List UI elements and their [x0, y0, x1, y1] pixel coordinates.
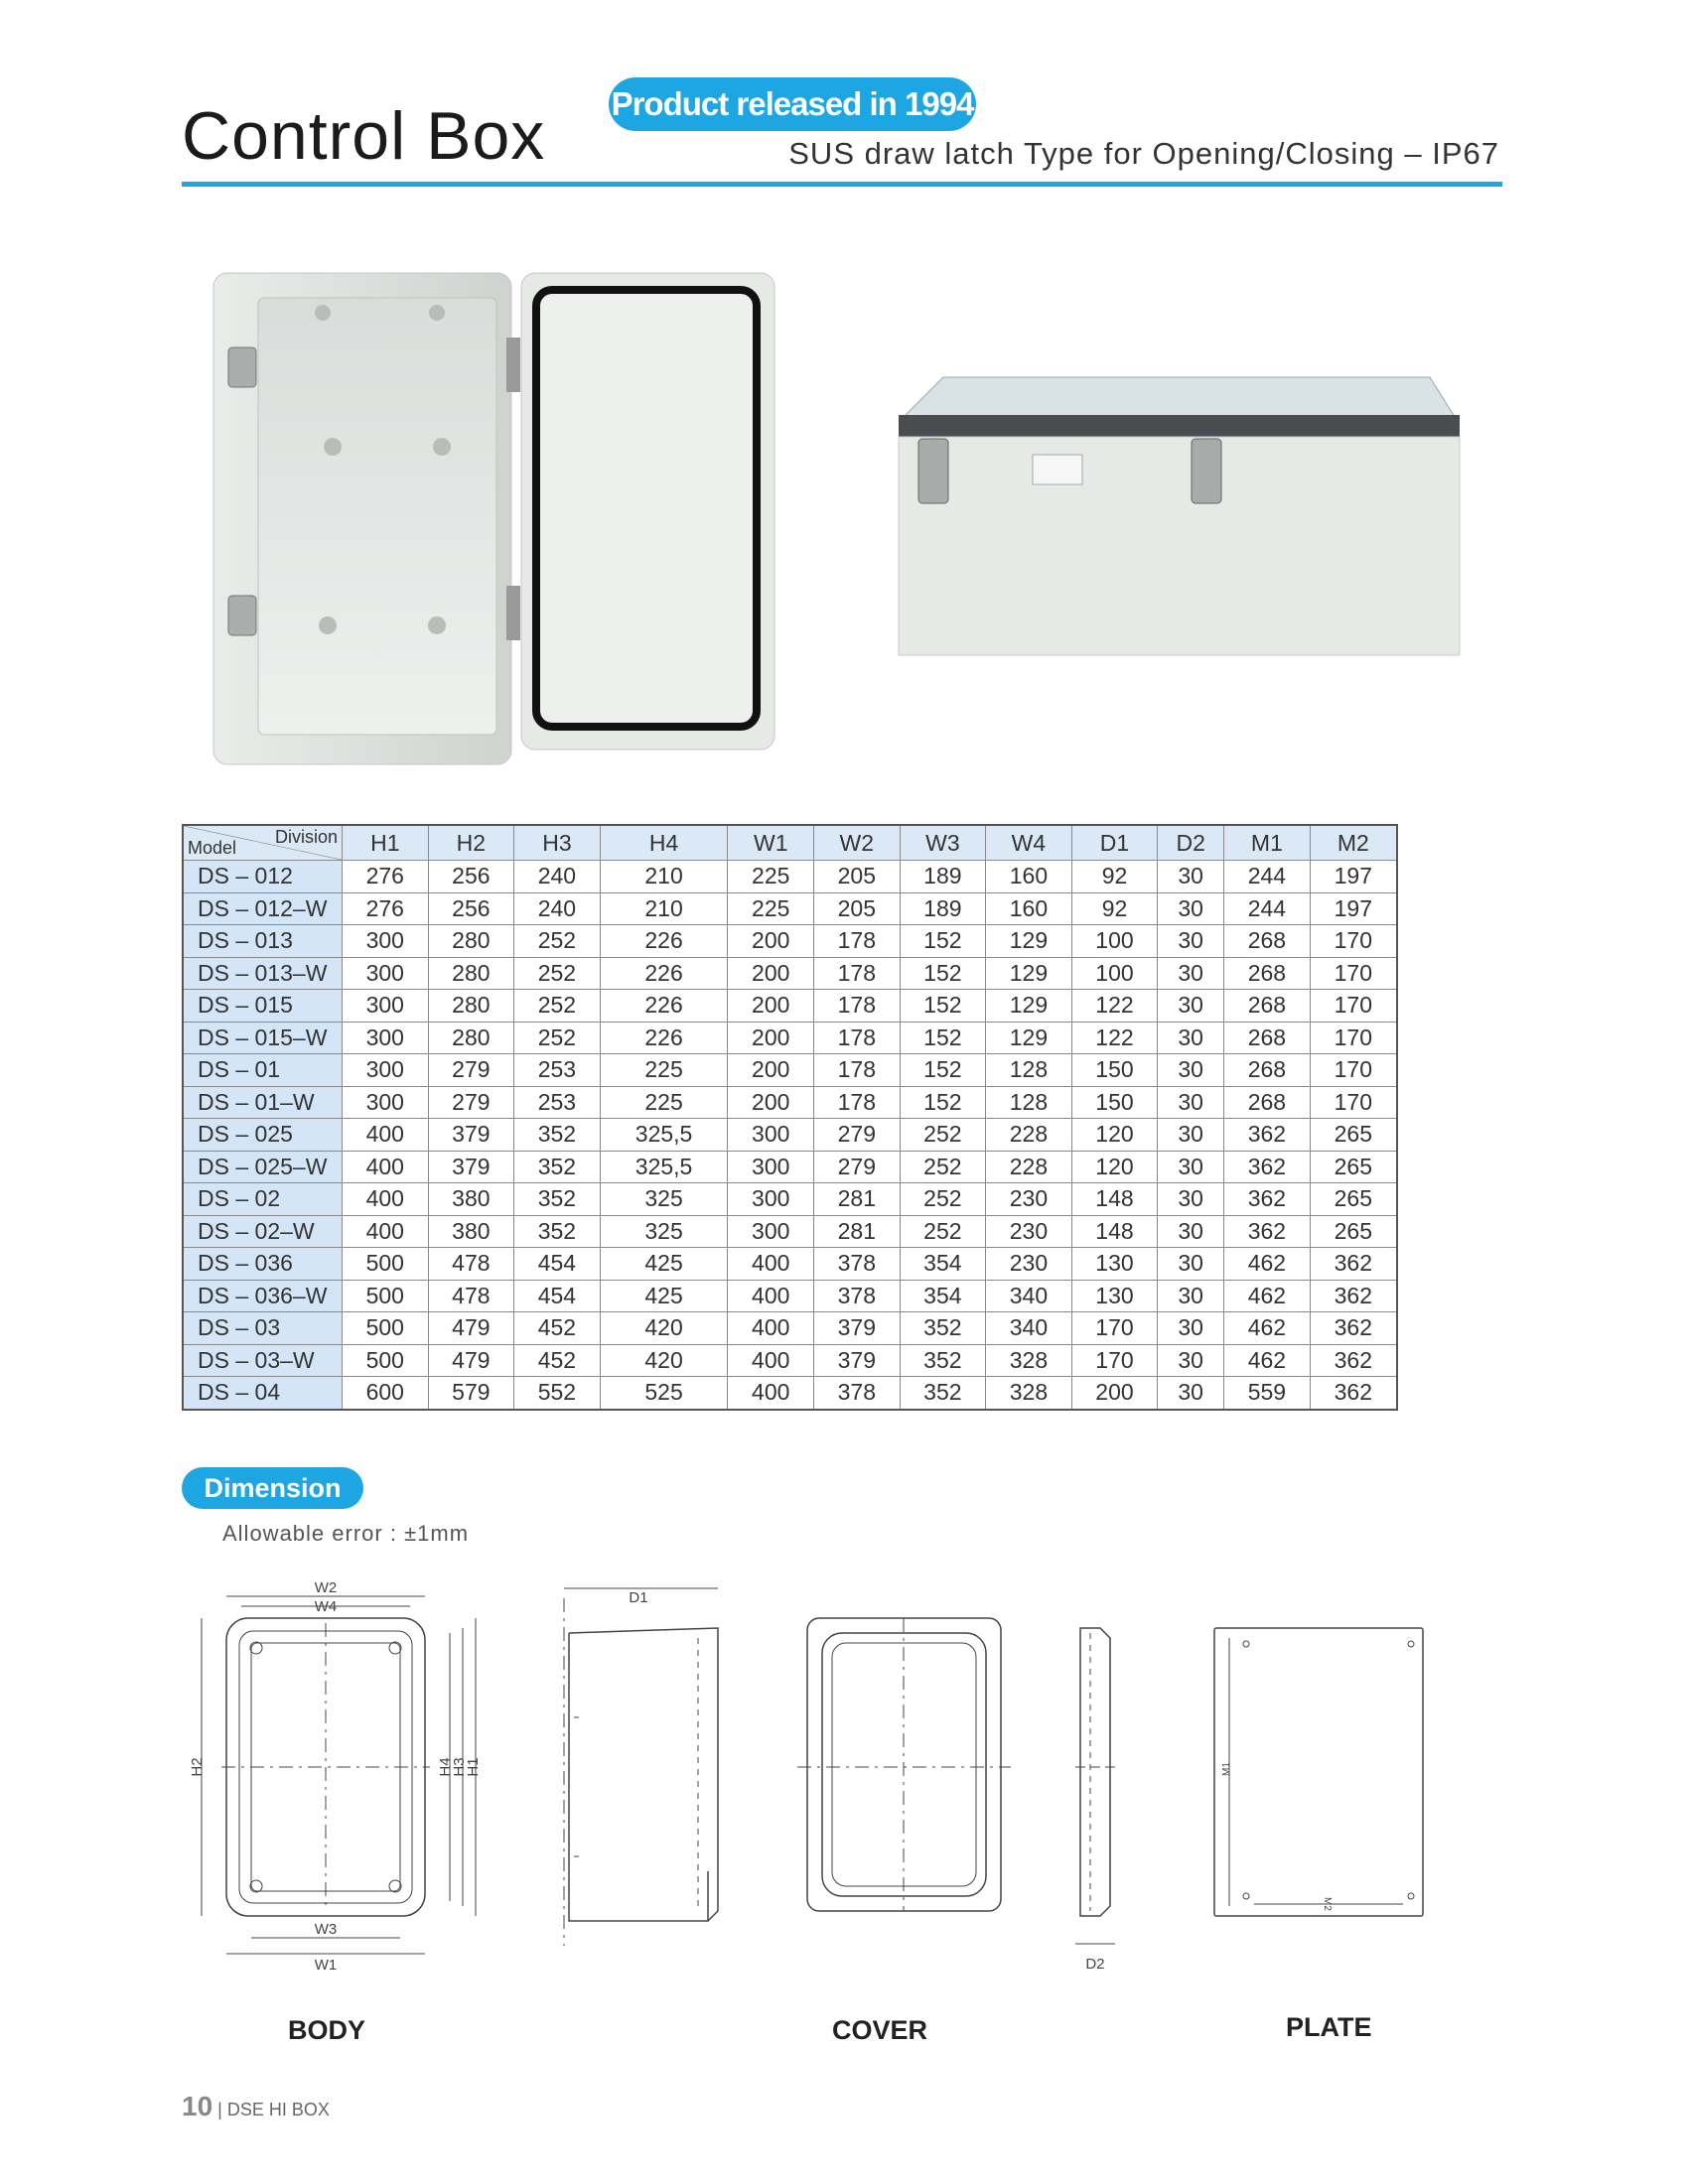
dim-label-w1: W1	[314, 1957, 338, 1974]
value-cell: 120	[1071, 1119, 1158, 1152]
value-cell: 200	[728, 957, 814, 990]
value-cell: 170	[1071, 1312, 1158, 1345]
column-header: H4	[600, 825, 728, 861]
value-cell: 30	[1158, 1086, 1224, 1119]
value-cell: 152	[900, 925, 986, 958]
value-cell: 265	[1310, 1215, 1397, 1248]
value-cell: 152	[900, 957, 986, 990]
value-cell: 362	[1310, 1344, 1397, 1377]
value-cell: 200	[728, 1086, 814, 1119]
table-row	[183, 892, 1397, 925]
value-cell: 256	[428, 892, 514, 925]
table-header-row	[183, 825, 1397, 861]
value-cell: 152	[900, 990, 986, 1023]
value-cell: 600	[343, 1377, 429, 1410]
value-cell: 30	[1158, 1312, 1224, 1345]
value-cell: 170	[1310, 990, 1397, 1023]
table-row	[183, 1183, 1397, 1216]
column-header: H3	[514, 825, 601, 861]
dim-label-h3: H3	[451, 1757, 468, 1777]
value-cell: 300	[343, 1022, 429, 1054]
value-cell: 200	[728, 1022, 814, 1054]
page-footer	[182, 2091, 330, 2122]
value-cell: 210	[600, 892, 728, 925]
value-cell: 280	[428, 1022, 514, 1054]
value-cell: 325	[600, 1215, 728, 1248]
value-cell: 328	[986, 1377, 1072, 1410]
value-cell: 30	[1158, 1344, 1224, 1377]
model-cell: DS – 03–W	[183, 1344, 343, 1377]
value-cell: 362	[1310, 1280, 1397, 1312]
value-cell: 500	[343, 1344, 429, 1377]
value-cell: 352	[900, 1377, 986, 1410]
value-cell: 362	[1224, 1183, 1311, 1216]
value-cell: 454	[514, 1248, 601, 1281]
value-cell: 129	[986, 1022, 1072, 1054]
value-cell: 170	[1310, 1022, 1397, 1054]
corner-model: Model	[188, 838, 237, 858]
value-cell: 280	[428, 990, 514, 1023]
table-row	[183, 861, 1397, 893]
value-cell: 400	[728, 1312, 814, 1345]
value-cell: 276	[343, 892, 429, 925]
spec-table	[182, 824, 1398, 1411]
value-cell: 30	[1158, 892, 1224, 925]
dimension-pill: Dimension	[182, 1467, 363, 1509]
column-header: M2	[1310, 825, 1397, 861]
table-row	[183, 1248, 1397, 1281]
value-cell: 253	[514, 1054, 601, 1087]
value-cell: 122	[1071, 990, 1158, 1023]
model-cell: DS – 02–W	[183, 1215, 343, 1248]
value-cell: 380	[428, 1215, 514, 1248]
table-row	[183, 1312, 1397, 1345]
value-cell: 253	[514, 1086, 601, 1119]
dim-label-m2: M2	[1322, 1897, 1333, 1911]
value-cell: 256	[428, 861, 514, 893]
value-cell: 226	[600, 990, 728, 1023]
value-cell: 400	[728, 1280, 814, 1312]
value-cell: 354	[900, 1248, 986, 1281]
value-cell: 197	[1310, 861, 1397, 893]
value-cell: 276	[343, 861, 429, 893]
value-cell: 178	[814, 990, 901, 1023]
model-cell: DS – 03	[183, 1312, 343, 1345]
value-cell: 252	[900, 1151, 986, 1183]
column-header: D1	[1071, 825, 1158, 861]
value-cell: 30	[1158, 1151, 1224, 1183]
value-cell: 352	[900, 1312, 986, 1345]
value-cell: 197	[1310, 892, 1397, 925]
corner-cell	[183, 825, 343, 861]
value-cell: 30	[1158, 990, 1224, 1023]
value-cell: 268	[1224, 1086, 1311, 1119]
model-cell: DS – 04	[183, 1377, 343, 1410]
cover-drawing	[797, 1618, 1011, 1911]
value-cell: 420	[600, 1312, 728, 1345]
open-box-photo	[209, 268, 779, 774]
dim-label-h1: H1	[465, 1757, 482, 1777]
value-cell: 400	[343, 1119, 429, 1152]
value-cell: 252	[514, 957, 601, 990]
value-cell: 340	[986, 1280, 1072, 1312]
value-cell: 300	[728, 1183, 814, 1216]
value-cell: 362	[1224, 1119, 1311, 1152]
model-cell: DS – 036–W	[183, 1280, 343, 1312]
value-cell: 130	[1071, 1248, 1158, 1281]
dim-label-m1: M1	[1221, 1762, 1232, 1776]
value-cell: 265	[1310, 1183, 1397, 1216]
value-cell: 280	[428, 957, 514, 990]
value-cell: 128	[986, 1054, 1072, 1087]
value-cell: 500	[343, 1248, 429, 1281]
page-number: 10	[182, 2091, 213, 2121]
value-cell: 279	[814, 1151, 901, 1183]
value-cell: 178	[814, 957, 901, 990]
table-row	[183, 1054, 1397, 1087]
value-cell: 30	[1158, 1377, 1224, 1410]
table-row	[183, 1377, 1397, 1410]
value-cell: 525	[600, 1377, 728, 1410]
plate-label: PLATE	[1286, 2012, 1372, 2042]
value-cell: 226	[600, 957, 728, 990]
value-cell: 268	[1224, 957, 1311, 990]
value-cell: 170	[1310, 1054, 1397, 1087]
value-cell: 150	[1071, 1086, 1158, 1119]
table-row	[183, 1086, 1397, 1119]
value-cell: 420	[600, 1344, 728, 1377]
value-cell: 300	[343, 990, 429, 1023]
allowable-error: Allowable error : ±1mm	[222, 1521, 470, 1546]
value-cell: 178	[814, 1022, 901, 1054]
value-cell: 228	[986, 1151, 1072, 1183]
value-cell: 268	[1224, 925, 1311, 958]
value-cell: 178	[814, 925, 901, 958]
value-cell: 100	[1071, 957, 1158, 990]
value-cell: 226	[600, 925, 728, 958]
value-cell: 225	[600, 1086, 728, 1119]
value-cell: 210	[600, 861, 728, 893]
value-cell: 100	[1071, 925, 1158, 958]
value-cell: 152	[900, 1054, 986, 1087]
value-cell: 279	[814, 1119, 901, 1152]
value-cell: 240	[514, 861, 601, 893]
model-cell: DS – 013	[183, 925, 343, 958]
value-cell: 226	[600, 1022, 728, 1054]
table-row	[183, 1280, 1397, 1312]
value-cell: 559	[1224, 1377, 1311, 1410]
footer-brand: | DSE HI BOX	[217, 2100, 330, 2119]
value-cell: 244	[1224, 861, 1311, 893]
value-cell: 30	[1158, 1054, 1224, 1087]
value-cell: 268	[1224, 990, 1311, 1023]
column-header: H2	[428, 825, 514, 861]
value-cell: 478	[428, 1248, 514, 1281]
body-label: BODY	[288, 2015, 366, 2045]
value-cell: 150	[1071, 1054, 1158, 1087]
value-cell: 252	[514, 1022, 601, 1054]
value-cell: 462	[1224, 1344, 1311, 1377]
value-cell: 400	[343, 1183, 429, 1216]
value-cell: 148	[1071, 1215, 1158, 1248]
value-cell: 300	[728, 1215, 814, 1248]
value-cell: 225	[728, 892, 814, 925]
value-cell: 362	[1310, 1248, 1397, 1281]
column-header: M1	[1224, 825, 1311, 861]
model-cell: DS – 012–W	[183, 892, 343, 925]
closed-box-photo	[874, 367, 1470, 665]
value-cell: 30	[1158, 1119, 1224, 1152]
value-cell: 400	[343, 1215, 429, 1248]
dim-label-w3: W3	[314, 1921, 338, 1938]
value-cell: 30	[1158, 1248, 1224, 1281]
value-cell: 362	[1310, 1312, 1397, 1345]
value-cell: 130	[1071, 1280, 1158, 1312]
value-cell: 244	[1224, 892, 1311, 925]
dim-label-w4: W4	[314, 1598, 338, 1615]
value-cell: 352	[514, 1151, 601, 1183]
value-cell: 279	[428, 1054, 514, 1087]
value-cell: 152	[900, 1086, 986, 1119]
value-cell: 30	[1158, 861, 1224, 893]
value-cell: 280	[428, 925, 514, 958]
value-cell: 30	[1158, 1215, 1224, 1248]
dim-label-d1: D1	[629, 1589, 648, 1606]
value-cell: 325,5	[600, 1151, 728, 1183]
value-cell: 200	[728, 1054, 814, 1087]
value-cell: 230	[986, 1248, 1072, 1281]
value-cell: 400	[343, 1151, 429, 1183]
header-rule	[182, 182, 1502, 187]
model-cell: DS – 013–W	[183, 957, 343, 990]
dim-label-h2: H2	[189, 1757, 206, 1777]
value-cell: 30	[1158, 1183, 1224, 1216]
value-cell: 30	[1158, 1022, 1224, 1054]
value-cell: 462	[1224, 1248, 1311, 1281]
value-cell: 300	[343, 1054, 429, 1087]
column-header: W2	[814, 825, 901, 861]
value-cell: 281	[814, 1183, 901, 1216]
value-cell: 300	[343, 1086, 429, 1119]
value-cell: 230	[986, 1215, 1072, 1248]
value-cell: 478	[428, 1280, 514, 1312]
value-cell: 30	[1158, 925, 1224, 958]
value-cell: 500	[343, 1312, 429, 1345]
value-cell: 452	[514, 1312, 601, 1345]
table-row	[183, 957, 1397, 990]
value-cell: 122	[1071, 1022, 1158, 1054]
value-cell: 300	[343, 957, 429, 990]
table-row	[183, 1215, 1397, 1248]
model-cell: DS – 01	[183, 1054, 343, 1087]
dimension-drawings	[182, 1578, 1502, 2015]
value-cell: 265	[1310, 1151, 1397, 1183]
model-cell: DS – 025–W	[183, 1151, 343, 1183]
corner-division: Division	[274, 827, 338, 847]
body-drawing	[202, 1596, 476, 1954]
value-cell: 352	[900, 1344, 986, 1377]
value-cell: 268	[1224, 1054, 1311, 1087]
value-cell: 170	[1310, 1086, 1397, 1119]
value-cell: 378	[814, 1248, 901, 1281]
table-row	[183, 925, 1397, 958]
value-cell: 479	[428, 1344, 514, 1377]
value-cell: 378	[814, 1377, 901, 1410]
value-cell: 352	[514, 1119, 601, 1152]
spec-table-body	[183, 861, 1397, 1410]
value-cell: 279	[428, 1086, 514, 1119]
value-cell: 92	[1071, 892, 1158, 925]
value-cell: 129	[986, 990, 1072, 1023]
value-cell: 225	[728, 861, 814, 893]
value-cell: 379	[814, 1312, 901, 1345]
value-cell: 479	[428, 1312, 514, 1345]
value-cell: 205	[814, 892, 901, 925]
value-cell: 178	[814, 1086, 901, 1119]
table-row	[183, 1022, 1397, 1054]
value-cell: 300	[728, 1119, 814, 1152]
value-cell: 362	[1310, 1377, 1397, 1410]
table-row	[183, 990, 1397, 1023]
value-cell: 281	[814, 1215, 901, 1248]
value-cell: 92	[1071, 861, 1158, 893]
value-cell: 380	[428, 1183, 514, 1216]
model-cell: DS – 02	[183, 1183, 343, 1216]
value-cell: 462	[1224, 1280, 1311, 1312]
value-cell: 228	[986, 1119, 1072, 1152]
side-drawing	[564, 1588, 718, 1946]
value-cell: 200	[1071, 1377, 1158, 1410]
value-cell: 500	[343, 1280, 429, 1312]
value-cell: 189	[900, 892, 986, 925]
value-cell: 30	[1158, 957, 1224, 990]
value-cell: 230	[986, 1183, 1072, 1216]
value-cell: 300	[728, 1151, 814, 1183]
dim-label-h4: H4	[437, 1757, 454, 1777]
value-cell: 354	[900, 1280, 986, 1312]
value-cell: 129	[986, 957, 1072, 990]
cover-label: COVER	[832, 2015, 928, 2045]
value-cell: 579	[428, 1377, 514, 1410]
value-cell: 300	[343, 925, 429, 958]
value-cell: 240	[514, 892, 601, 925]
plate-drawing	[1214, 1628, 1423, 1916]
value-cell: 170	[1310, 957, 1397, 990]
value-cell: 362	[1224, 1215, 1311, 1248]
value-cell: 325,5	[600, 1119, 728, 1152]
page-subtitle: SUS draw latch Type for Opening/Closing – IP67	[788, 136, 1499, 171]
value-cell: 379	[814, 1344, 901, 1377]
table-row	[183, 1344, 1397, 1377]
value-cell: 452	[514, 1344, 601, 1377]
release-badge: Product released in 1994	[609, 77, 976, 131]
model-cell: DS – 015–W	[183, 1022, 343, 1054]
table-row	[183, 1119, 1397, 1152]
column-header: W1	[728, 825, 814, 861]
column-header: D2	[1158, 825, 1224, 861]
value-cell: 170	[1071, 1344, 1158, 1377]
value-cell: 178	[814, 1054, 901, 1087]
dim-label-d2: D2	[1085, 1956, 1105, 1973]
value-cell: 200	[728, 990, 814, 1023]
value-cell: 30	[1158, 1280, 1224, 1312]
dim-label-w2: W2	[314, 1579, 338, 1596]
value-cell: 400	[728, 1377, 814, 1410]
value-cell: 462	[1224, 1312, 1311, 1345]
value-cell: 120	[1071, 1151, 1158, 1183]
model-cell: DS – 01–W	[183, 1086, 343, 1119]
value-cell: 379	[428, 1119, 514, 1152]
value-cell: 340	[986, 1312, 1072, 1345]
value-cell: 425	[600, 1280, 728, 1312]
value-cell: 400	[728, 1248, 814, 1281]
value-cell: 454	[514, 1280, 601, 1312]
value-cell: 170	[1310, 925, 1397, 958]
model-cell: DS – 012	[183, 861, 343, 893]
value-cell: 552	[514, 1377, 601, 1410]
table-row	[183, 1151, 1397, 1183]
value-cell: 252	[900, 1119, 986, 1152]
value-cell: 252	[514, 925, 601, 958]
value-cell: 152	[900, 1022, 986, 1054]
value-cell: 252	[900, 1215, 986, 1248]
value-cell: 425	[600, 1248, 728, 1281]
column-header: H1	[343, 825, 429, 861]
value-cell: 265	[1310, 1119, 1397, 1152]
cover-side-drawing	[1075, 1628, 1120, 1944]
value-cell: 325	[600, 1183, 728, 1216]
column-header: W3	[900, 825, 986, 861]
value-cell: 400	[728, 1344, 814, 1377]
value-cell: 362	[1224, 1151, 1311, 1183]
value-cell: 129	[986, 925, 1072, 958]
value-cell: 352	[514, 1215, 601, 1248]
value-cell: 268	[1224, 1022, 1311, 1054]
model-cell: DS – 015	[183, 990, 343, 1023]
value-cell: 189	[900, 861, 986, 893]
value-cell: 252	[900, 1183, 986, 1216]
value-cell: 160	[986, 861, 1072, 893]
value-cell: 352	[514, 1183, 601, 1216]
value-cell: 128	[986, 1086, 1072, 1119]
value-cell: 252	[514, 990, 601, 1023]
value-cell: 328	[986, 1344, 1072, 1377]
value-cell: 205	[814, 861, 901, 893]
value-cell: 160	[986, 892, 1072, 925]
value-cell: 200	[728, 925, 814, 958]
value-cell: 148	[1071, 1183, 1158, 1216]
value-cell: 225	[600, 1054, 728, 1087]
model-cell: DS – 036	[183, 1248, 343, 1281]
column-header: W4	[986, 825, 1072, 861]
page-title: Control Box	[182, 98, 546, 174]
value-cell: 378	[814, 1280, 901, 1312]
model-cell: DS – 025	[183, 1119, 343, 1152]
value-cell: 379	[428, 1151, 514, 1183]
